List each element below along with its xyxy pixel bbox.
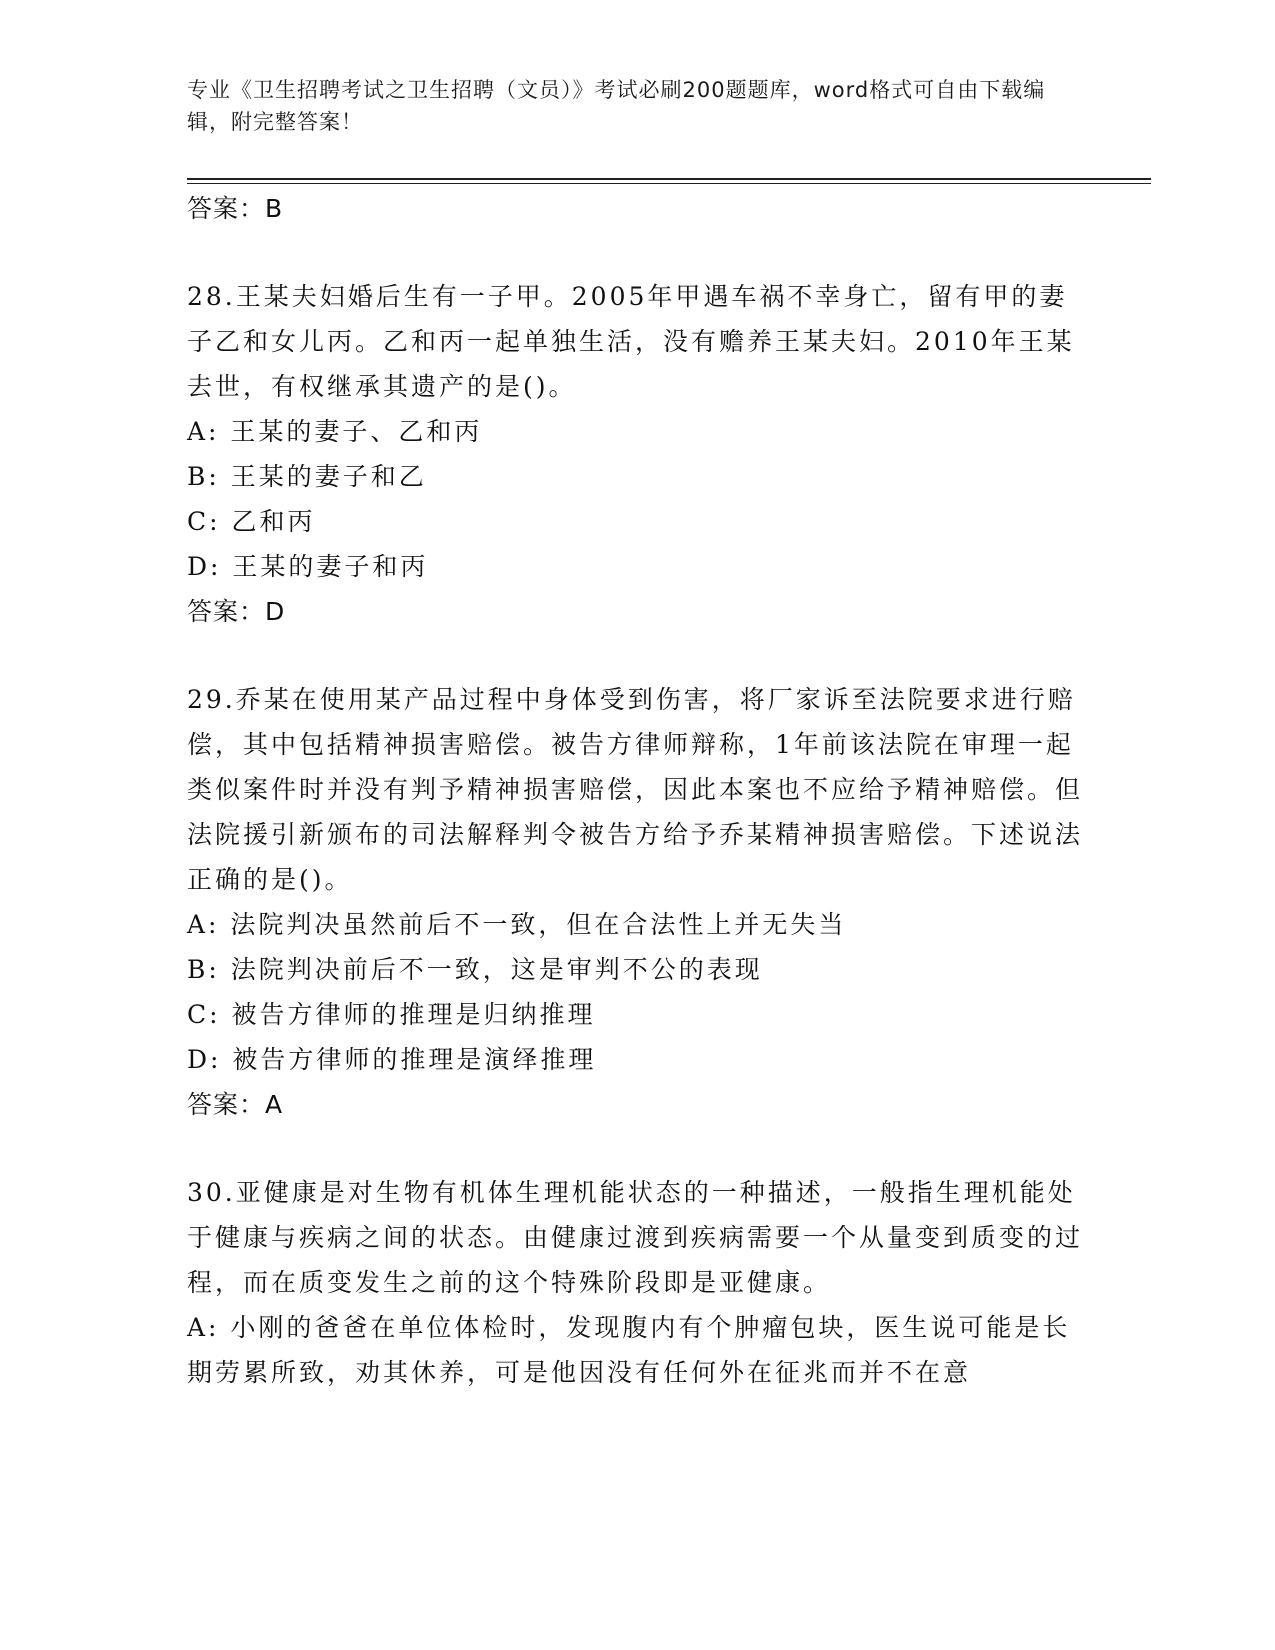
option-d: D: 王某的妻子和丙 [187, 552, 429, 581]
question-29 [187, 677, 1092, 1128]
header-divider-thick [187, 178, 1151, 180]
question-28 [187, 274, 1092, 635]
option-b: B: 王某的妻子和乙 [187, 462, 427, 491]
option-c: C: 被告方律师的推理是归纳推理 [187, 1000, 596, 1029]
option-list [187, 1305, 1092, 1395]
page-header: 专业《卫生招聘考试之卫生招聘（文员）》考试必刷200题题库，word格式可自由下载编辑，附完整答案！ [187, 78, 1046, 134]
option-list [187, 409, 1092, 589]
document-content [187, 186, 1092, 1395]
option-d: D: 被告方律师的推理是演绎推理 [187, 1045, 597, 1074]
answer-previous: 答案：B [187, 194, 284, 223]
question-30 [187, 1170, 1092, 1395]
header-divider-thin [187, 183, 1151, 184]
answer: 答案：D [187, 597, 286, 626]
option-b: B: 法院判决前后不一致，这是审判不公的表现 [187, 955, 763, 984]
question-stem: 29.乔某在使用某产品过程中身体受到伤害，将厂家诉至法院要求进行赔偿，其中包括精神损害赔偿。被告方律师辩称，1年前该法院在审理一起类似案件时并没有判予精神损害赔偿，因此本案也不应给予精神赔偿。但法院援引新颁布的司法解释判令被告方给予乔某精神损害赔偿。下述说法正确的是()。 [187, 685, 1084, 894]
question-stem: 28.王某夫妇婚后生有一子甲。2005年甲遇车祸不幸身亡，留有甲的妻子乙和女儿丙。乙和丙一起单独生活，没有赡养王某夫妇。2010年王某去世，有权继承其遗产的是()。 [187, 282, 1075, 401]
option-a: A: 小刚的爸爸在单位体检时，发现腹内有个肿瘤包块，医生说可能是长期劳累所致，劝其休养，可是他因没有任何外在征兆而并不在意 [187, 1313, 1071, 1387]
question-stem: 30.亚健康是对生物有机体生理机能状态的一种描述，一般指生理机能处于健康与疾病之间的状态。由健康过渡到疾病需要一个从量变到质变的过程，而在质变发生之前的这个特殊阶段即是亚健康。 [187, 1178, 1084, 1297]
option-list [187, 902, 1092, 1082]
answer: 答案：A [187, 1090, 284, 1119]
option-a: A: 王某的妻子、乙和丙 [187, 417, 483, 446]
option-a: A: 法院判决虽然前后不一致，但在合法性上并无失当 [187, 910, 847, 939]
option-c: C: 乙和丙 [187, 507, 316, 536]
